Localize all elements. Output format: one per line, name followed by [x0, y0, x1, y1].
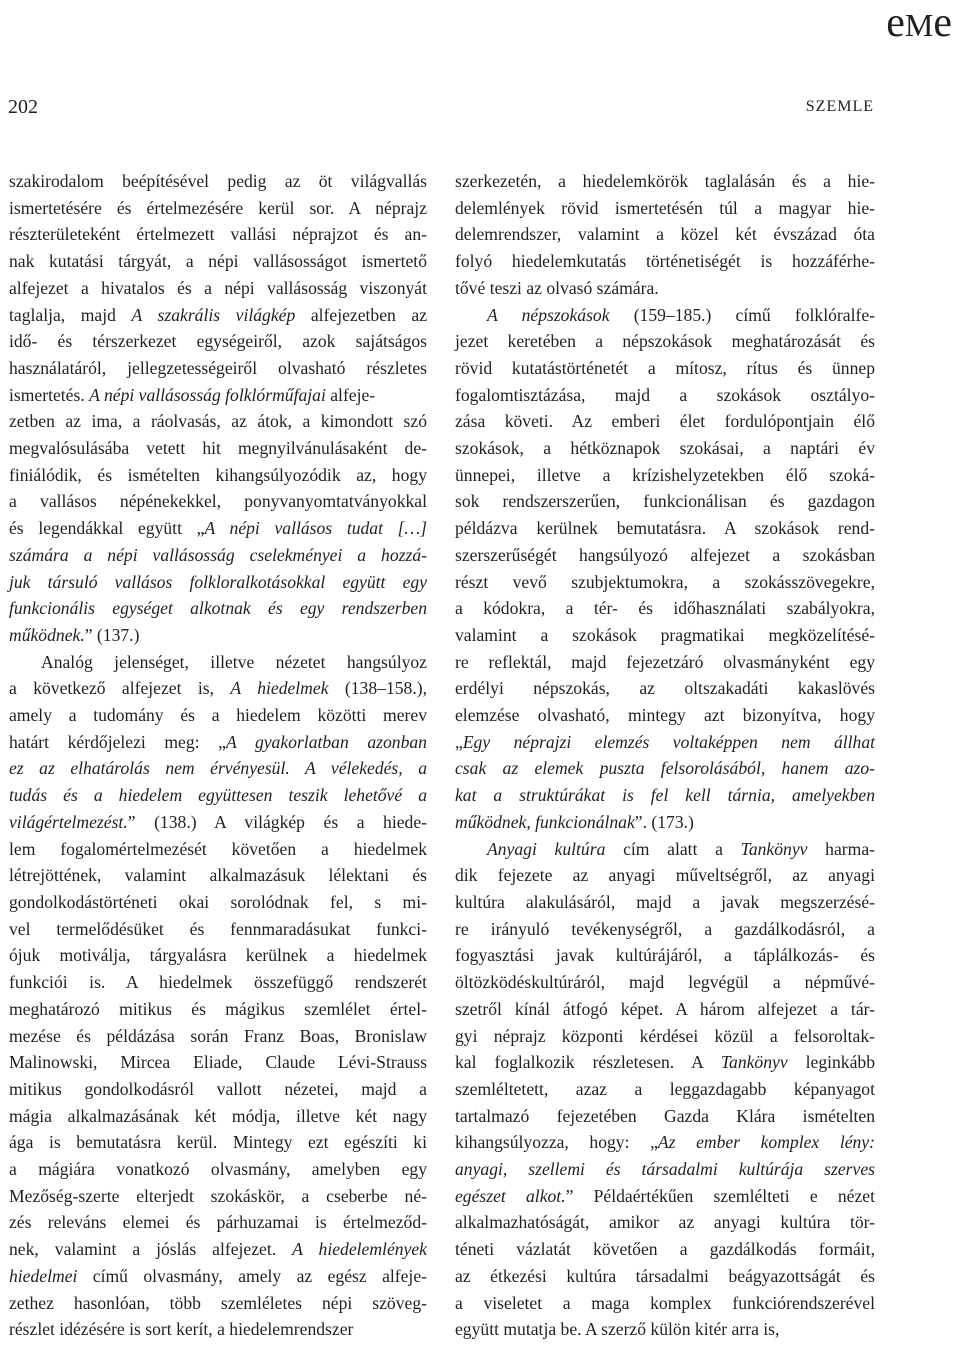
left-column	[9, 168, 427, 1343]
text-run: gyi néprajz központi kérdései közül a felsoroltak-	[455, 1025, 875, 1046]
text-line	[455, 275, 875, 302]
text-run: részterületeként értelmezett vallási néprajzot és an-	[9, 224, 427, 245]
text-line	[9, 328, 427, 355]
text-run: nak kutatási tárgyát, a népi vallásosságot ismertető	[9, 251, 427, 272]
text-run: gondolkodástörténeti okai sorolódnak fel, s mi-	[9, 891, 427, 912]
text-run: a vallásos népénekekkel, ponyvanyomtatványokkal	[9, 491, 427, 512]
text-line	[455, 1263, 875, 1290]
text-line	[9, 1316, 427, 1343]
text-run: szemléltetett, azaz a leggazdagabb képanyagot	[455, 1078, 875, 1099]
italic-text: A szakrális világkép	[131, 304, 296, 325]
text-line	[455, 729, 875, 756]
text-run: re irányuló tevékenységről, a gazdálkodásról, a	[455, 918, 875, 939]
text-line	[9, 1156, 427, 1183]
text-line	[9, 355, 427, 382]
text-line	[9, 382, 427, 409]
text-run: határt kérdőjelezi meg: „	[9, 731, 226, 752]
italic-text: Az ember komplex lény:	[657, 1132, 875, 1153]
text-line	[9, 675, 427, 702]
text-run: dik fejezete az anyagi műveltségről, az anyagi	[455, 865, 875, 886]
text-run: taglalja, majd	[9, 304, 132, 325]
text-run: ismertetésére és értelmezésére kerül sor. A néprajz	[9, 197, 427, 218]
text-run: az étkezési kultúra társadalmi beágyazottságát és	[455, 1265, 875, 1286]
text-line	[9, 889, 427, 916]
text-run: szetről kínál átfogó képet. A három alfejezet a tár-	[455, 998, 875, 1019]
text-run: ” Példaértékűen szemlélteti e nézet	[565, 1185, 876, 1206]
text-line	[455, 836, 875, 863]
text-line	[9, 809, 427, 836]
italic-text: A népi vallásosság folklórműfajai	[89, 384, 326, 405]
text-run: részt vevő szubjektumokra, a szokásszövegekre,	[455, 571, 875, 592]
text-line	[455, 515, 875, 542]
text-line	[455, 488, 875, 515]
text-line	[9, 729, 427, 756]
text-run: (159–185.) című folklóralfe-	[609, 304, 875, 325]
text-line	[455, 1129, 875, 1156]
text-line	[9, 595, 427, 622]
text-line	[455, 328, 875, 355]
text-line	[455, 755, 875, 782]
text-line	[455, 408, 875, 435]
italic-text: ez az elhatárolás nem érvényesül. A vélekedés, a	[9, 758, 427, 779]
text-line	[9, 248, 427, 275]
text-run: megvalósulásába vetett hit megnyilvánulásaként de-	[9, 438, 427, 459]
text-line	[9, 195, 427, 222]
text-line	[455, 702, 875, 729]
text-line	[9, 221, 427, 248]
italic-text: működnek.	[9, 624, 85, 645]
text-run: delemlények rövid ismertetésén túl a magyar hie-	[455, 197, 875, 218]
text-line	[455, 622, 875, 649]
text-run: téneti vázlatát követően a gazdálkodás formáit,	[455, 1239, 875, 1260]
section-label: SZEMLE	[805, 98, 874, 115]
text-line	[455, 1290, 875, 1317]
italic-text: anyagi, szellemi és társadalmi kultúrája szerves	[455, 1159, 875, 1180]
text-run: a viseletet a maga komplex funkciórendszerével	[455, 1292, 875, 1313]
italic-text: A hiedelmek	[230, 678, 329, 699]
text-line	[455, 649, 875, 676]
text-line	[9, 275, 427, 302]
text-line	[455, 1076, 875, 1103]
text-run: használatáról, jellegzetességeiről olvasható részletes	[9, 357, 427, 378]
text-line	[9, 1049, 427, 1076]
text-run: elemzése olvasható, mintegy azt bizonyítva, hogy	[455, 705, 875, 726]
text-line	[9, 782, 427, 809]
text-run: valamint a szokások pragmatikai megközelítésé-	[455, 624, 875, 645]
text-run: nek, valamint a jóslás alfejezet.	[9, 1239, 293, 1260]
text-run: zethez hasonlóan, több szemléletes népi szöveg-	[9, 1292, 427, 1313]
text-line	[9, 542, 427, 569]
italic-text: Tankönyv	[740, 838, 808, 859]
text-run: mitikus gondolkodásról vallott nézetei, majd a	[9, 1078, 427, 1099]
text-line	[9, 1076, 427, 1103]
text-run: ójuk motiválja, tárgyalásra kerülnek a hiedelmek	[9, 945, 427, 966]
journal-logo: eMe	[886, 0, 952, 46]
text-line	[455, 889, 875, 916]
text-line	[455, 862, 875, 889]
text-run: mágia alkalmazásának két módja, illetve két nagy	[9, 1105, 427, 1126]
text-run: alfejezetben az	[295, 304, 428, 325]
text-run: folyó hiedelemkutatás történetiségét is hozzáférhe-	[455, 251, 875, 272]
text-line	[9, 408, 427, 435]
text-run: ” (137.)	[84, 624, 140, 645]
text-line	[455, 916, 875, 943]
italic-text: működnek, funkcionálnak	[455, 811, 635, 832]
text-line	[9, 916, 427, 943]
text-run: együtt mutatja be. A szerző külön kitér arra is,	[455, 1319, 780, 1340]
italic-text: A hiedelemlények	[292, 1239, 427, 1260]
right-column	[455, 168, 875, 1343]
text-run: a mágiára vonatkozó olvasmány, amelyben egy	[9, 1159, 427, 1180]
text-run: szerszerűségét hangsúlyozó alfejezet a szokásban	[455, 544, 875, 565]
italic-text: Tankönyv	[720, 1052, 788, 1073]
text-run: a következő alfejezet is,	[9, 678, 231, 699]
text-run: cím alatt a	[605, 838, 741, 859]
text-run: kihangsúlyozza, hogy: „	[455, 1132, 658, 1153]
text-line	[9, 755, 427, 782]
text-line	[9, 302, 427, 329]
text-run: (138–158.),	[328, 678, 427, 699]
text-run: szerkezetén, a hiedelemkörök taglalásán és a hie-	[455, 171, 875, 191]
italic-text: funkcionális egységet alkotnak és egy rendszerben	[9, 598, 427, 619]
text-run: idő- és térszerkezet egységeiről, azok sajátságos	[9, 331, 427, 352]
text-run: fogalomtisztázása, majd a szokások osztályo-	[455, 384, 875, 405]
text-line	[455, 675, 875, 702]
text-line	[9, 1023, 427, 1050]
text-run: alkalmazhatóságát, amikor az anyagi kultúra tör-	[455, 1212, 875, 1233]
text-line	[455, 1023, 875, 1050]
text-run: szakirodalom beépítésével pedig az öt világvallás	[9, 171, 427, 191]
italic-text: A népszokások	[487, 304, 610, 325]
italic-text: kat a struktúrákat is fel kell tárnia, amelyekben	[455, 785, 875, 806]
text-line	[9, 836, 427, 863]
text-line	[455, 221, 875, 248]
text-line	[455, 1156, 875, 1183]
text-line	[455, 302, 875, 329]
text-run: erdélyi népszokás, az oltszakadáti kakaslövés	[455, 678, 875, 699]
text-line	[9, 515, 427, 542]
text-line	[9, 1263, 427, 1290]
text-line	[455, 195, 875, 222]
text-line	[455, 969, 875, 996]
text-line	[9, 622, 427, 649]
text-line	[455, 382, 875, 409]
italic-text: A népi vallásos tudat […]	[204, 518, 427, 539]
italic-text: Egy néprajzi elemzés voltaképpen nem állhat	[462, 731, 875, 752]
text-run: harma-	[807, 838, 875, 859]
text-line	[9, 569, 427, 596]
text-run: létrejöttének, valamint alkalmazásuk lélektani és	[9, 865, 427, 886]
text-run: sok rendszerszerűen, funkcionálisan és gazdagon	[455, 491, 875, 512]
text-run: fogyasztási javak kultúrájáról, a táplálkozás- és	[455, 945, 875, 966]
text-line	[455, 168, 875, 195]
text-run: „	[455, 731, 463, 752]
italic-text: csak az elemek puszta felsorolásából, hanem azo-	[455, 758, 875, 779]
italic-text: hiedelmei	[9, 1265, 78, 1286]
text-line	[9, 168, 427, 195]
text-line	[9, 1290, 427, 1317]
text-line	[455, 809, 875, 836]
text-run: kal foglalkozik részletesen. A	[455, 1052, 721, 1073]
text-run: amely a tudomány és a hiedelem közötti merev	[9, 705, 427, 726]
text-run: ismertetés.	[9, 384, 90, 405]
text-run: ünnepei, illetve a krízishelyzetekben élő szoká-	[455, 464, 875, 485]
text-line	[455, 942, 875, 969]
text-line	[455, 1316, 875, 1343]
text-line	[9, 649, 427, 676]
text-run: finiálódik, és ismételten kihangsúlyozódik az, hogy	[9, 464, 427, 485]
text-run: szokások, a hétköznapok szokásai, a naptári év	[455, 438, 875, 459]
text-line	[9, 942, 427, 969]
text-run: ” (138.) A világkép és a hiede-	[127, 811, 427, 832]
text-run: zés releváns elemei és párhuzamai is értelmeződ-	[9, 1212, 427, 1233]
text-run: ”. (173.)	[634, 811, 694, 832]
text-run: kultúra alakulásáról, majd a javak megszerzésé-	[455, 891, 875, 912]
text-run: zása követi. Az emberi élet fordulópontjain élő	[455, 411, 875, 432]
text-run: vel termelődésüket és fennmaradásukat funkci-	[9, 918, 427, 939]
text-run: ága is bemutatásra kerül. Mintegy ezt egészíti ki	[9, 1132, 427, 1153]
text-line	[9, 1103, 427, 1130]
text-run: meghatározó mitikus és mágikus szemlélet értel-	[9, 998, 427, 1019]
text-line	[9, 1129, 427, 1156]
text-run: alfeje-	[325, 384, 376, 405]
text-line	[9, 969, 427, 996]
text-run: tartalmazó fejezetében Gazda Klára ismételten	[455, 1105, 875, 1126]
text-line	[455, 595, 875, 622]
text-line	[9, 862, 427, 889]
text-run: Analóg jelenséget, illetve nézetet hangsúlyoz	[41, 651, 427, 672]
text-run: öltözködéskultúráról, majd legvégül a népművé-	[455, 972, 875, 993]
text-run: lem fogalomértelmezését követően a hiedelmek	[9, 838, 427, 859]
text-line	[9, 1236, 427, 1263]
text-run: delemrendszer, valamint a közel két évszázad óta	[455, 224, 875, 245]
text-line	[9, 435, 427, 462]
text-line	[455, 1103, 875, 1130]
text-line	[455, 248, 875, 275]
text-run: rövid kutatástörténetét a mítosz, rítus és ünnep	[455, 357, 875, 378]
italic-text: számára a népi vallásosság cselekményei a hozzá-	[9, 544, 427, 565]
text-line	[455, 1183, 875, 1210]
text-run: funkciói is. A hiedelmek összefüggő rendszerét	[9, 972, 427, 993]
text-line	[9, 462, 427, 489]
text-line	[455, 782, 875, 809]
italic-text: tudás és a hiedelem együttesen teszik lehetővé a	[9, 785, 427, 806]
page-number: 202	[8, 96, 38, 118]
text-line	[455, 569, 875, 596]
text-run: leginkább	[787, 1052, 876, 1073]
text-run: mezése és példázása során Franz Boas, Bronislaw	[9, 1025, 427, 1046]
text-run: példázva kerülnek bemutatásra. A szokások rend-	[455, 518, 875, 539]
text-run: és legendákkal együtt „	[9, 518, 205, 539]
text-line	[455, 462, 875, 489]
text-run: tővé teszi az olvasó számára.	[455, 277, 659, 298]
text-line	[455, 996, 875, 1023]
text-line	[9, 1183, 427, 1210]
italic-text: Anyagi kultúra	[487, 838, 606, 859]
text-line	[9, 488, 427, 515]
text-line	[9, 996, 427, 1023]
text-line	[9, 702, 427, 729]
text-line	[455, 542, 875, 569]
text-line	[455, 1236, 875, 1263]
text-run: zetben az ima, a ráolvasás, az átok, a kimondott szó	[9, 411, 427, 432]
text-run: részlet idézésére is sort kerít, a hiedelemrendszer	[9, 1319, 354, 1340]
text-run: a kódokra, a tér- és időhasználati szabályokra,	[455, 598, 875, 619]
text-run: alfejezet a hivatalos és a népi vallásosság viszonyát	[9, 277, 427, 298]
text-run: re reflektál, majd fejezetzáró olvasmányként egy	[455, 651, 875, 672]
italic-text: juk társuló vallásos folkloralkotásokkal együtt egy	[9, 571, 427, 592]
text-line	[455, 1049, 875, 1076]
text-line	[455, 355, 875, 382]
text-line	[9, 1209, 427, 1236]
text-line	[455, 1209, 875, 1236]
text-line	[455, 435, 875, 462]
text-run: jezet keretében a népszokások meghatározását és	[455, 331, 875, 352]
italic-text: egészet alkot.	[455, 1185, 566, 1206]
text-run: Mezőség-szerte elterjedt szokáskör, a cseberbe né-	[9, 1185, 427, 1206]
text-run: című olvasmány, amely az egész alfeje-	[77, 1265, 427, 1286]
italic-text: világértelmezést.	[9, 811, 128, 832]
italic-text: A gyakorlatban azonban	[225, 731, 427, 752]
text-run: Malinowski, Mircea Eliade, Claude Lévi-Strauss	[9, 1052, 427, 1073]
